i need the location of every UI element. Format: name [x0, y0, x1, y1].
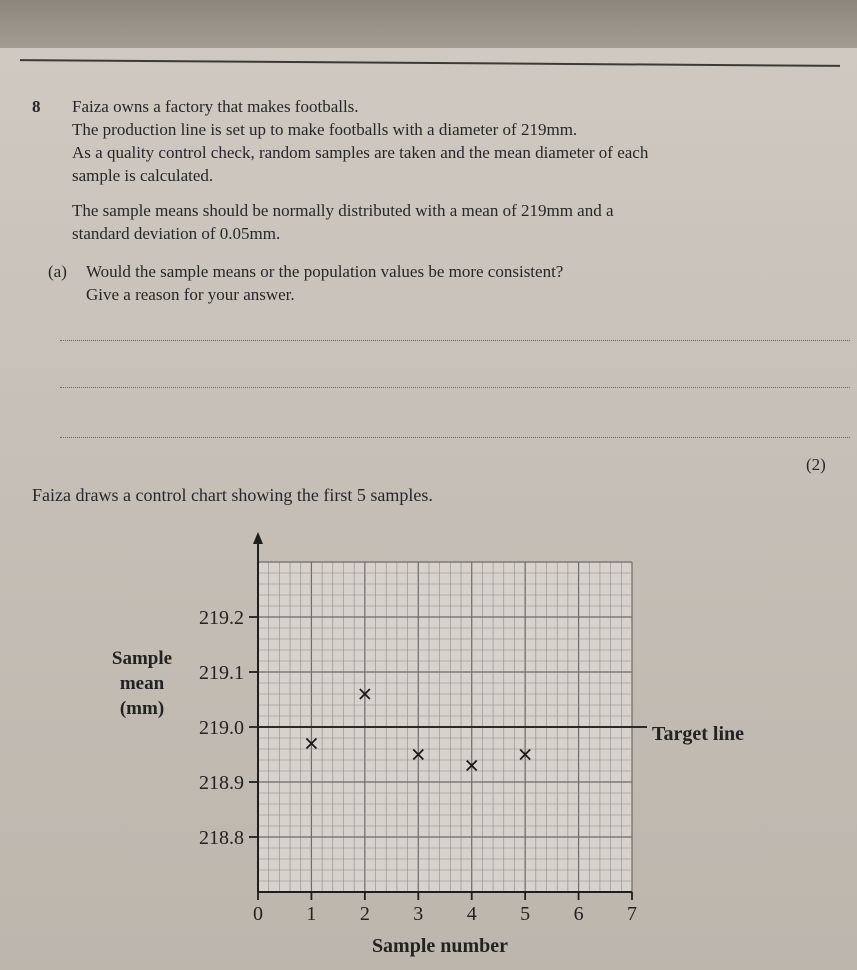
x-tick-label: 4: [466, 903, 477, 925]
x-tick-label: 0: [253, 903, 263, 925]
x-tick-label: 3: [413, 903, 424, 925]
question-line-6: standard deviation of 0.05mm.: [72, 224, 281, 243]
y-axis-label-line: Sample: [111, 648, 173, 669]
target-line-label: Target line: [652, 723, 745, 745]
question-line-3: As a quality control check, random samples are taken and the mean diameter of each: [72, 143, 649, 162]
part-a-question: Would the sample means or the population values be more consistent?: [86, 262, 564, 281]
x-tick-label: 6: [573, 903, 584, 925]
y-tick-label: 219.0: [199, 717, 244, 739]
y-tick-label: 218.9: [199, 772, 244, 794]
y-axis-arrow-icon: [253, 532, 263, 544]
x-tick-label: 5: [520, 903, 531, 925]
part-a-instruction: Give a reason for your answer.: [86, 285, 295, 304]
question-line-1: Faiza owns a factory that makes footballs.: [72, 97, 359, 116]
question-line-4: sample is calculated.: [72, 166, 214, 185]
x-tick-label: 7: [627, 903, 637, 925]
x-tick-label: 1: [306, 903, 317, 925]
question-line-5: The sample means should be normally distributed with a mean of 219mm and a: [72, 201, 614, 220]
y-axis-label-line: (mm): [119, 698, 165, 719]
marks-indicator: (2): [806, 455, 826, 474]
question-number: 8: [32, 97, 41, 116]
x-axis-label: Sample number: [371, 935, 509, 957]
y-tick-label: 219.2: [199, 607, 244, 629]
y-tick-label: 218.8: [199, 827, 244, 849]
y-axis-label-line: mean: [119, 673, 165, 694]
question-line-2: The production line is set up to make footballs with a diameter of 219mm.: [72, 120, 578, 139]
y-tick-label: 219.1: [199, 662, 244, 684]
part-a-label: (a): [48, 262, 67, 281]
x-tick-label: 2: [359, 903, 370, 925]
chart-intro: Faiza draws a control chart showing the first 5 samples.: [32, 485, 433, 505]
